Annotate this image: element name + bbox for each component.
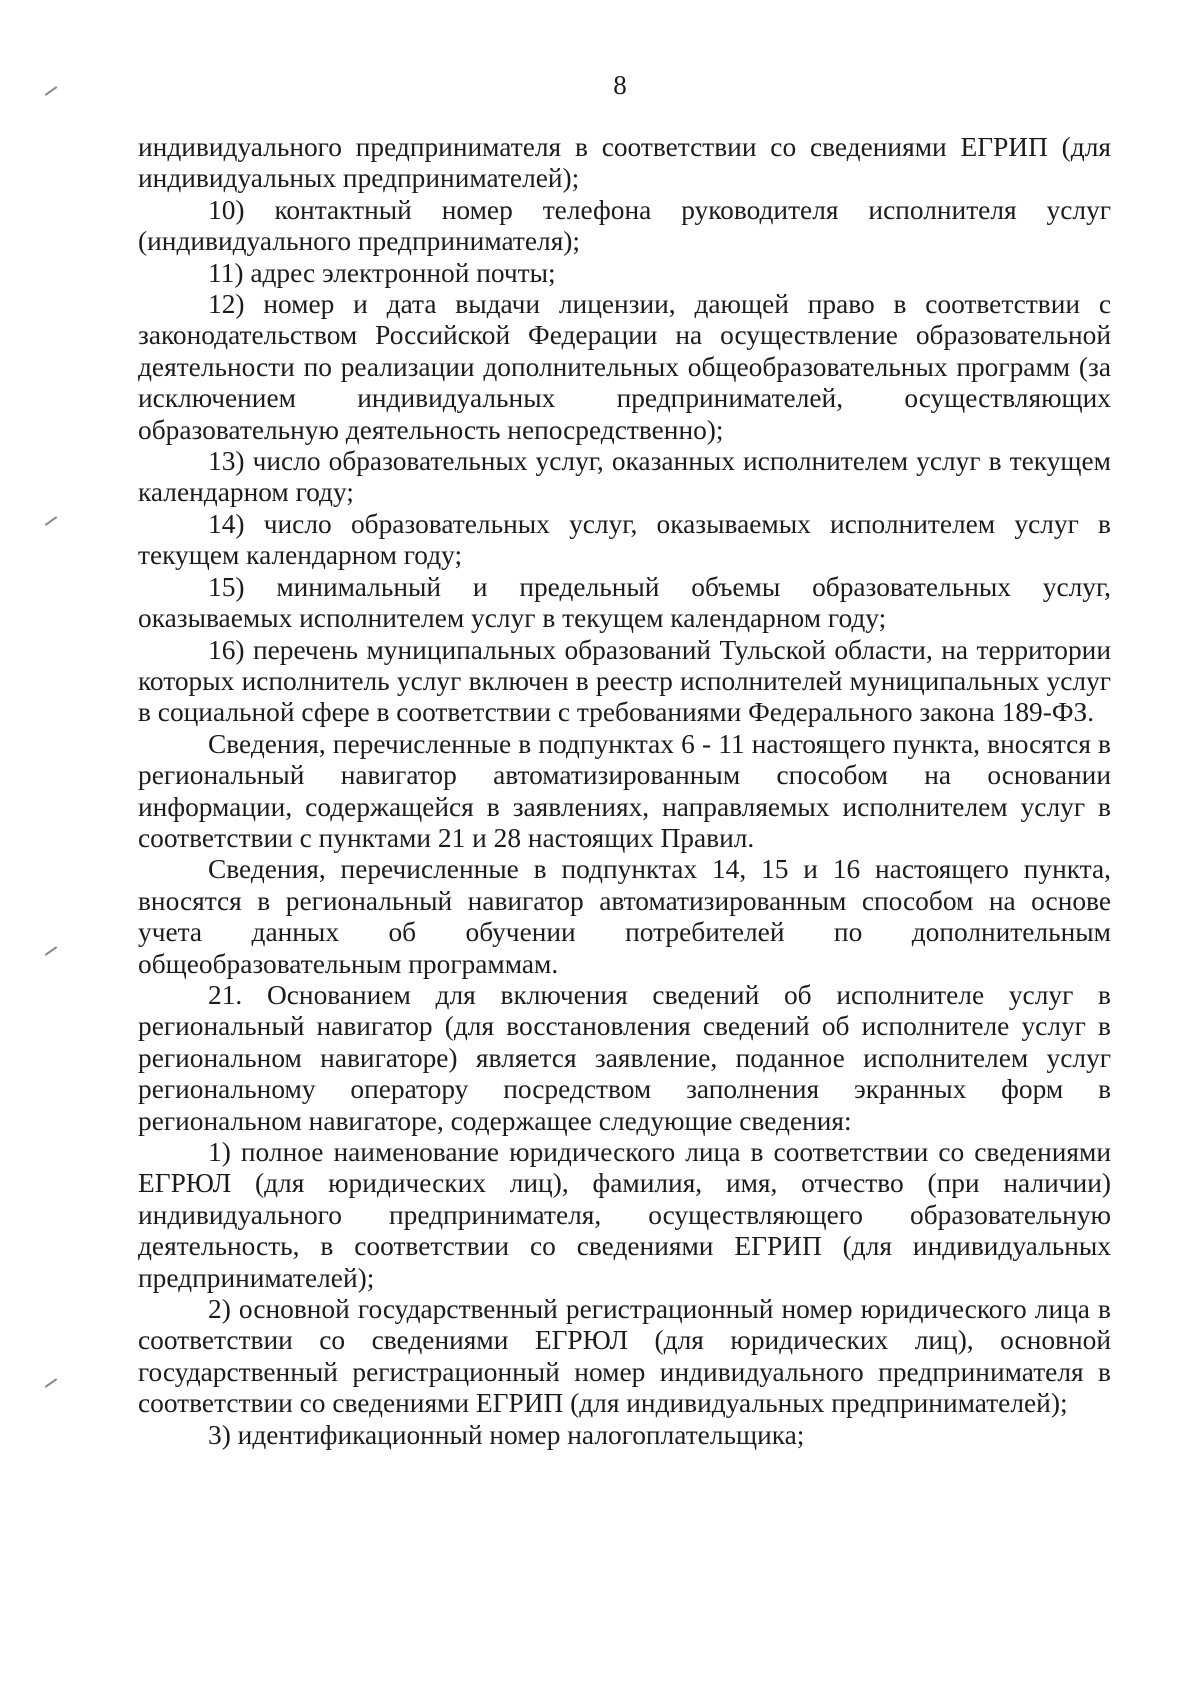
paragraph-continuation: индивидуального предпринимателя в соответствии со сведениями ЕГРИП (для индивидуальных предпринимателей);: [138, 132, 1111, 194]
list-item-14: 14) число образовательных услуг, оказываемых исполнителем услуг в текущем календарном году;: [138, 508, 1111, 571]
section-21-item-1: 1) полное наименование юридического лица в соответствии со сведениями ЕГРЮЛ (для юридических лиц), фамилия, имя, отчество (при наличии) индивидуального предпринимателя, осуществляющего образовательную деятельность, в соответствии со сведениями ЕГРИП (для индивидуальных предпринимателей);: [138, 1137, 1111, 1293]
section-21: 21. Основанием для включения сведений об исполнителе услуг в региональный навигатор (для восстановления сведений об исполнителе услуг в региональном навигаторе) является заявление, поданное исполнителем услуг региональному оператору посредством заполнения экранных форм в региональном навигаторе, содержащее следующие сведения:: [138, 979, 1111, 1136]
list-item-10: 10) контактный номер телефона руководителя исполнителя услуг (индивидуального предпринимателя);: [138, 194, 1111, 257]
page-number: 8: [613, 70, 627, 100]
list-item-12: 12) номер и дата выдачи лицензии, дающей право в соответствии с законодательством Российской Федерации на осуществление образовательной деятельности по реализации дополнительных общеобразовательных программ (за исключением индивидуальных предпринимателей, осуществляющих образовательную деятельность непосредственно);: [138, 289, 1111, 445]
margin-mark: [45, 516, 58, 526]
document-body: [138, 132, 1111, 1451]
list-item-13: 13) число образовательных услуг, оказанных исполнителем услуг в текущем календарном году;: [138, 446, 1111, 508]
paragraph-subitems-6-11: Сведения, перечисленные в подпунктах 6 - 11 настоящего пункта, вносятся в региональный навигатор автоматизированным способом на основании информации, содержащейся в заявлениях, направляемых исполнителем услуг в соответствии с пунктами 21 и 28 настоящих Правил.: [138, 728, 1111, 853]
paragraph-subitems-14-16: Сведения, перечисленные в подпунктах 14, 15 и 16 настоящего пункта, вносятся в региональный навигатор автоматизированным способом на основе учета данных об обучении потребителей по дополнительным общеобразовательным программам.: [138, 854, 1111, 979]
list-item-15: 15) минимальный и предельный объемы образовательных услуг, оказываемых исполнителем услуг в текущем календарном году;: [138, 571, 1111, 634]
margin-mark: [45, 1378, 58, 1388]
list-item-16: 16) перечень муниципальных образований Тульской области, на территории которых исполнитель услуг включен в реестр исполнителей муниципальных услуг в социальной сфере в соответствии с требованиями Федерального закона 189-ФЗ.: [138, 634, 1111, 728]
margin-mark: [45, 946, 58, 956]
section-21-item-3: 3) идентификационный номер налогоплательщика;: [208, 1419, 805, 1450]
section-21-item-2: 2) основной государственный регистрационный номер юридического лица в соответствии со сведениями ЕГРЮЛ (для юридических лиц), основной государственный регистрационный номер индивидуального предпринимателя в соответствии со сведениями ЕГРИП (для индивидуальных предпринимателей);: [138, 1294, 1111, 1419]
list-item-11: 11) адрес электронной почты;: [208, 257, 556, 288]
